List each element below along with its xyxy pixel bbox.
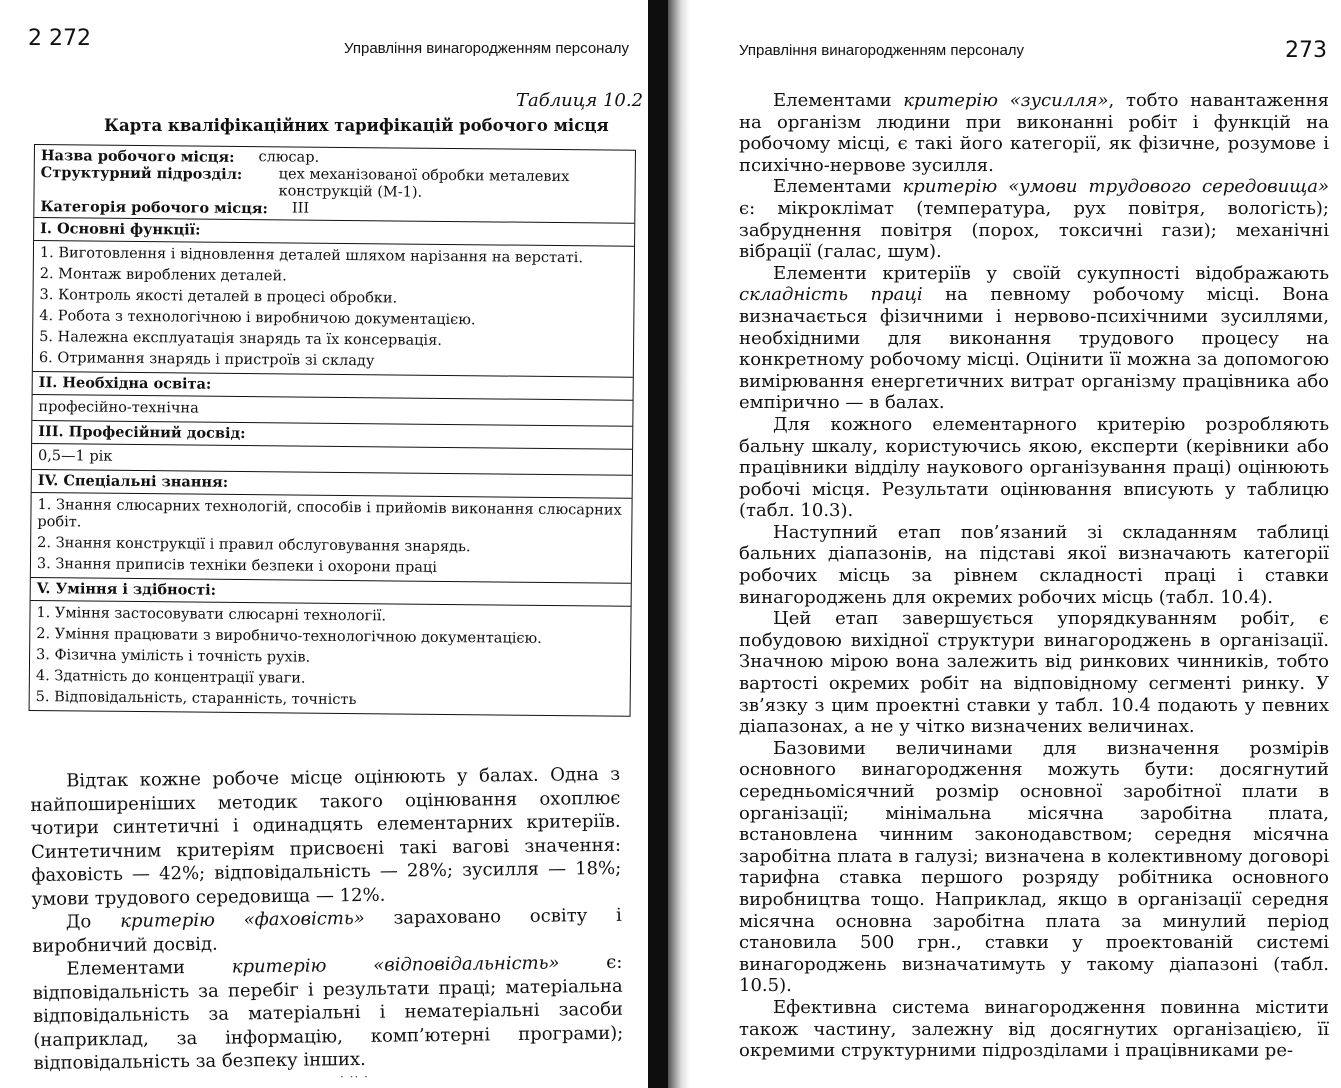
text-run: зараховано освіту і виробничий досвід.: [32, 904, 622, 957]
emphasis: складність праці: [739, 284, 923, 306]
right-running-head: Управління винагородженням персоналу: [739, 42, 1025, 59]
table-item: 4. Здатність до концентрації уваги.: [35, 668, 306, 687]
table-item: 3. Контроль якості деталей в процесі обробки.: [39, 287, 398, 307]
left-running-head: Управління винагородженням персоналу: [344, 40, 630, 57]
table-item: 1. Уміння застосовувати слюсарні технології.: [36, 605, 387, 625]
section-basic-functions-items: [33, 241, 634, 378]
paragraph: Для кожного елементарного критерію розробляють бальну шкалу, користуючись якою, експерти (керівники або працівники відділу наукового організування праці) оцінюють робочі місця. Результати оцінювання вписують у таблицю (табл. 10.3).: [739, 413, 1329, 522]
paragraph-responsibility: [32, 951, 623, 1076]
corner-mark: 2: [28, 26, 42, 51]
section-title: I. Основні функції:: [40, 220, 201, 239]
table-item: 2. Монтаж вироблених деталей.: [39, 266, 287, 285]
department-label: Структурний підрозділ:: [40, 164, 243, 184]
page-number-273: 273: [1285, 38, 1327, 63]
department-row: [40, 164, 628, 204]
table-item: 5. Відповідальність, старанність, точність: [35, 689, 357, 709]
text-run: До: [65, 910, 121, 933]
emphasis: критерію «умови трудового середовища»: [902, 176, 1329, 198]
text-run: є: відповідальність за перебіг і результати праці; матеріальна відповідальність за матеріальні і нематеріальні засоби (наприклад, за інформацію, комп’ютерні програми); відповідальність за безпеку інших.: [32, 951, 624, 1074]
department-value: цех механізованої обробки металевих конструкцій (М-1).: [278, 166, 570, 201]
left-footer-fragment: · ·· ·: [340, 1070, 369, 1084]
section-title: II. Необхідна освіта:: [38, 374, 212, 393]
paragraph: Наступний етап пов’язаний зі складанням таблиці бальних діапазонів, на підставі якої визначають категорії робочих місць за рівнем складності праці і ставки винагороджень для окремих робочих місць (табл. 10.4).: [739, 521, 1329, 608]
qualification-table: [29, 144, 636, 717]
table-item: 3. Знання приписів техніки безпеки і охорони праці: [36, 556, 437, 576]
position-label: Назва робочого місця:: [40, 147, 235, 166]
section-title: V. Уміння і здібності:: [36, 580, 217, 599]
table-item: 1. Виготовлення і відновлення деталей шляхом нарізання на верстаті.: [39, 245, 584, 267]
text-run: Елементами: [773, 176, 903, 198]
paragraph-professionalism: [32, 904, 623, 958]
paragraph-work-complexity: [739, 263, 1329, 414]
table-item: 2. Уміння працювати з виробничо-технологічною документацією.: [36, 626, 542, 647]
position-value: слюсар.: [258, 149, 320, 166]
gutter-shadow: [668, 0, 690, 1088]
table-item: професійно-технічна: [38, 399, 199, 417]
paragraph: Ефективна система винагородження повинна містити також частину, залежну від досягнутих організацією, її окремими структурними підрозділами і працівниками ре-: [739, 996, 1329, 1062]
table-title: Карта кваліфікаційних тарифікацій робочого місця: [104, 116, 609, 135]
paragraph-work-environment: [739, 176, 1329, 262]
text-run: на певному робочому місці. Вона визначається фізичними і нервово-психічними зусиллями, необхідними для виконання трудового процесу на конкретному робочому місці. Оцінити її можна за допомогою вимірювання енергетичних витрат організму працівника або емпірично — в балах.: [739, 284, 1329, 414]
emphasis: критерію «відповідальність»: [231, 952, 560, 978]
table-number: Таблиця 10.2: [516, 90, 644, 111]
text-run: Елементи критеріїв у своїй сукупності відображають: [773, 262, 1329, 284]
text-run: Елементами: [66, 956, 232, 980]
book-gutter: [648, 0, 668, 1088]
left-body-text: [30, 763, 624, 1076]
text-run: , тобто навантаження на організм людини при виконанні робіт і функцій на робочому місці, є такі його категорії, як фізичне, розумове і психічно-нервове зусилля.: [739, 90, 1329, 176]
table-header-block: [34, 145, 635, 224]
table-item: 5. Належна експлуатація знарядь та їх консервація.: [39, 329, 442, 349]
emphasis: критерію «фаховість»: [120, 907, 365, 932]
text-run: є: мікроклімат (температура, рух повітря, вологість); забруднення повітря (порох, токсичні гази); механічні вібрації (галас, шум).: [739, 197, 1329, 263]
section-title: III. Професійний досвід:: [38, 423, 246, 443]
table-item: 6. Отримання знарядь і пристроїв зі складу: [38, 350, 375, 370]
paragraph-effort: [739, 90, 1329, 176]
section-special-knowledge-items: [31, 493, 632, 584]
table-item: 3. Фізична умілість і точність рухів.: [36, 647, 311, 666]
page-number-272: 272: [49, 26, 91, 51]
section-title: IV. Спеціальні знання:: [37, 472, 229, 491]
text-run: Елементами: [773, 90, 904, 111]
category-label: Категорія робочого місця:: [40, 198, 268, 218]
paragraph: Цей етап завершується упорядкуванням робіт, є побудовою вихідної структури винагороджень в організації. Значною мірою вона залежить від ринкових чинників, тобто вартості окремих робіт на відповідному сегменті ринку. У зв’язку з цим проектні ставки у табл. 10.4 подають у певних діапазонах, а не у чітко визначених величинах.: [739, 608, 1329, 738]
emphasis: критерію «зусилля»: [903, 90, 1109, 111]
category-value: III: [291, 200, 310, 217]
paragraph: Відтак кожне робоче місце оцінюють у балах. Одна з найпоширеніших методик такого оцінювання охоплює чотири синтетичні і одинадцять елементарних критеріїв. Синтетичним критеріям присвоєні такі вагові значення: фаховість — 42%; відповідальність — 28%; зусилля — 18%; умови трудового середовища — 12%.: [30, 763, 622, 910]
section-skills-items: [30, 601, 631, 716]
table-item: 2. Знання конструкції і правил обслуговування знарядь.: [37, 535, 471, 556]
table-item: 1. Знання слюсарних технологій, способів і прийомів виконання слюсарних робіт.: [37, 497, 622, 531]
table-item: 0,5—1 рік: [37, 448, 113, 465]
right-page: [695, 0, 1341, 1088]
table-item: 4. Робота з технологічною і виробничою документацією.: [39, 308, 476, 329]
left-page-number: [28, 26, 91, 51]
paragraph: Базовими величинами для визначення розмірів основного винагородження можуть бути: досягнутий середньомісячний розмір основної заробітної плати в організації; мінімальна місячна заробітна плата, встановлена чинним законодавством; середня місячна заробітна плата в галузі; визначена в колективному договорі тарифна ставка першого розряду робітника основного виробництва тощо. Наприклад, якщо в організації середня місячна основна заробітна плата за минулий період становила 500 грн., ставки у проектованій системі винагороджень визначатимуть у такому діапазоні (табл. 10.5).: [739, 737, 1329, 997]
right-body-text: [739, 90, 1329, 1062]
left-page: [0, 0, 650, 1088]
